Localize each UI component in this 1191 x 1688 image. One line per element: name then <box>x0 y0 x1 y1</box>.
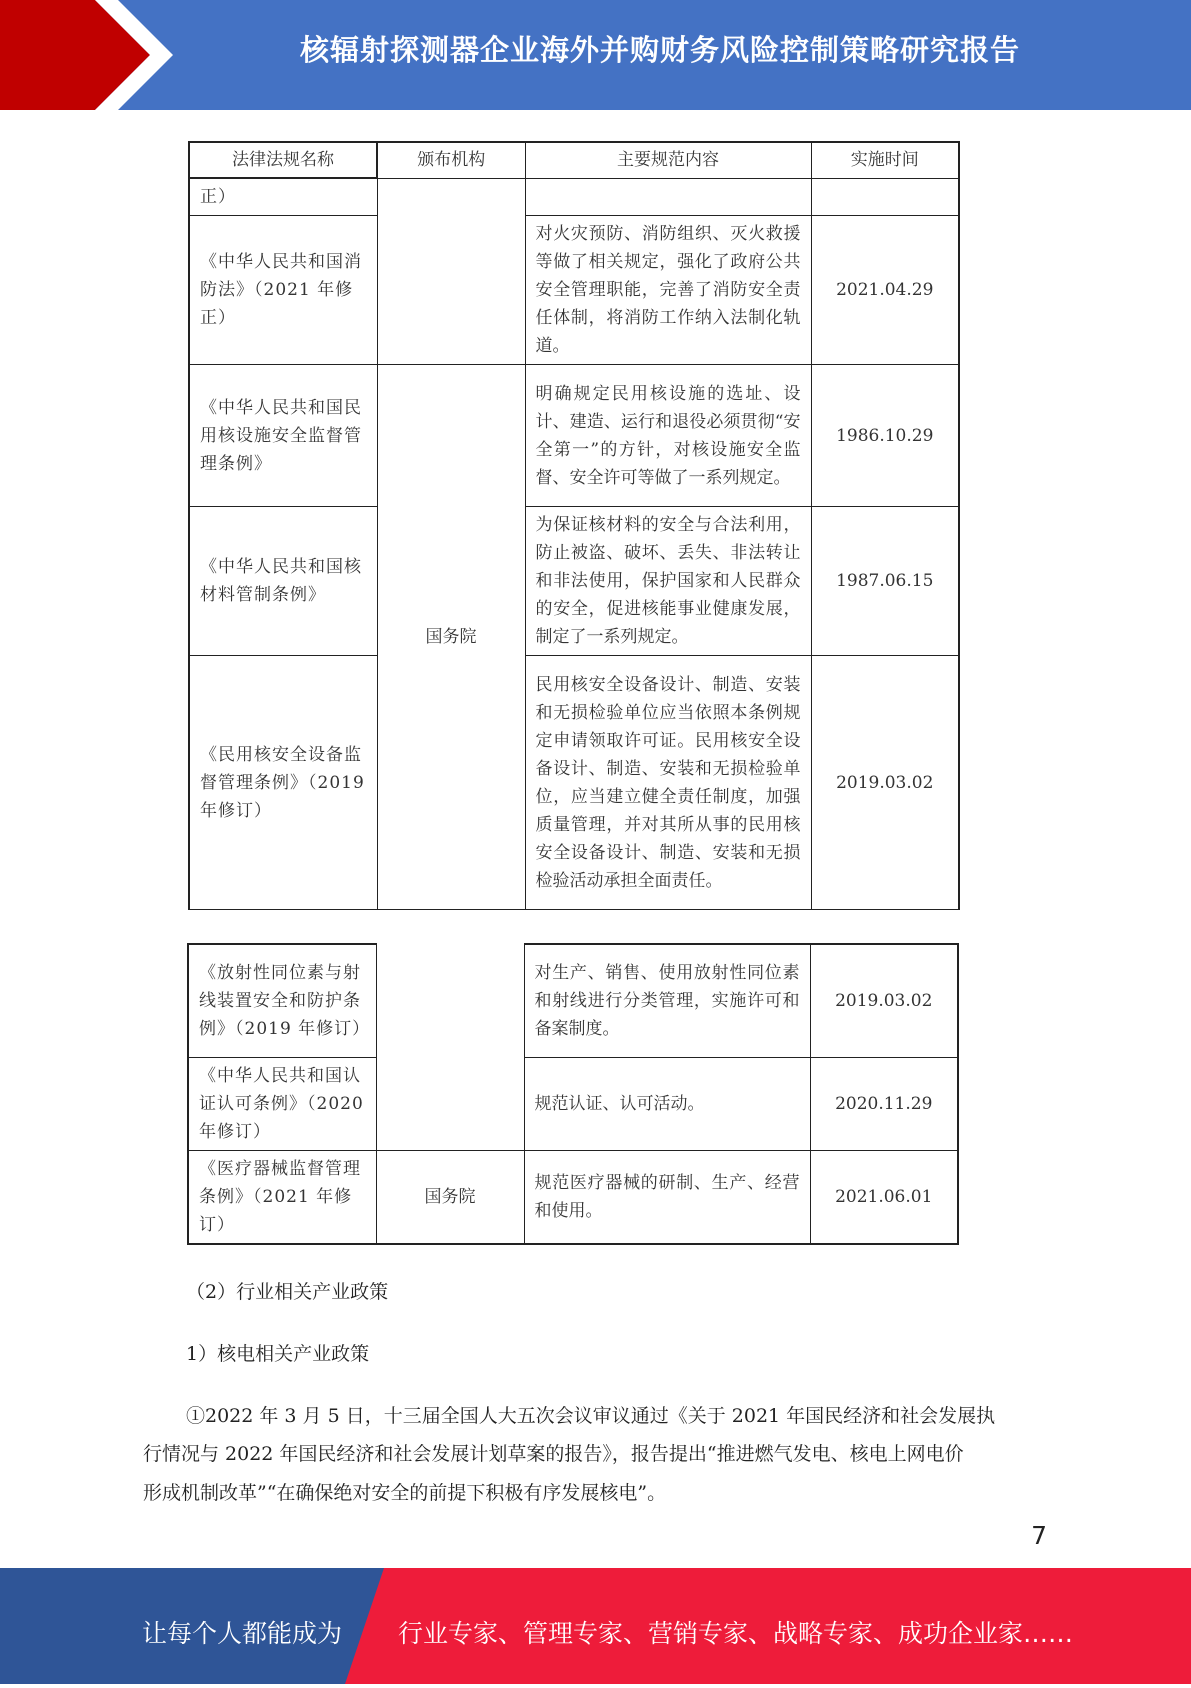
law-content: 明确规定民用核设施的选址、设计、建造、运行和退役必须贯彻“安全第一”的方针，对核设施安全监督、安全许可等做了一系列规定。 <box>525 365 811 507</box>
law-name: 《中华人民共和国消防法》（2021 年修正） <box>189 216 377 365</box>
table-row <box>189 365 959 507</box>
col-header-date: 实施时间 <box>811 142 959 178</box>
page-number: 7 <box>1031 1521 1047 1550</box>
table-row <box>189 178 959 216</box>
law-date: 2020.11.29 <box>810 1057 958 1150</box>
table-row <box>188 1150 958 1244</box>
table-row <box>188 944 958 1057</box>
section-heading: （2）行业相关产业政策 <box>186 1281 389 1303</box>
law-content: 为保证核材料的安全与合法利用，防止被盗、破坏、丢失、非法转让和非法使用，保护国家和人民群众的安全，促进核能事业健康发展，制定了一系列规定。 <box>525 507 811 656</box>
law-org <box>377 178 525 216</box>
law-date: 2019.03.02 <box>810 944 958 1057</box>
law-name: 《中华人民共和国认证认可条例》（2020 年修订） <box>188 1057 376 1150</box>
law-name: 《中华人民共和国核材料管制条例》 <box>189 507 377 656</box>
law-name: 《民用核安全设备监督管理条例》（2019 年修订） <box>189 656 377 910</box>
subsection-heading: 1）核电相关产业政策 <box>186 1343 370 1365</box>
table-row <box>189 216 959 365</box>
law-content: 对火灾预防、消防组织、灭火救援等做了相关规定，强化了政府公共安全管理职能，完善了消防安全责任体制，将消防工作纳入法制化轨道。 <box>525 216 811 365</box>
law-date: 2021.04.29 <box>811 216 959 365</box>
law-date: 2019.03.02 <box>811 656 959 910</box>
col-header-name: 法律法规名称 <box>189 142 377 178</box>
law-name: 《放射性同位素与射线装置安全和防护条例》（2019 年修订） <box>188 944 376 1057</box>
law-content: 规范认证、认可活动。 <box>524 1057 810 1150</box>
regulations-table-bottom <box>187 943 959 1245</box>
footer-slogan-right: 行业专家、管理专家、营销专家、战略专家、成功企业家…… <box>398 1619 1074 1648</box>
col-header-org: 颁布机构 <box>377 142 525 178</box>
regulations-table-top <box>188 141 960 910</box>
paragraph-line-3: 形成机制改革”“在确保绝对安全的前提下积极有序发展核电”。 <box>143 1482 667 1504</box>
law-date <box>811 178 959 216</box>
table-header-row <box>189 142 959 178</box>
table-row <box>189 656 959 910</box>
law-date: 1986.10.29 <box>811 365 959 507</box>
law-date: 2021.06.01 <box>810 1150 958 1244</box>
paragraph-line-2: 行情况与 2022 年国民经济和社会发展计划草案的报告》，报告提出“推进燃气发电、核电上网电价 <box>143 1443 964 1465</box>
law-content: 对生产、销售、使用放射性同位素和射线进行分类管理，实施许可和备案制度。 <box>524 944 810 1057</box>
law-org: 国务院 <box>377 365 525 910</box>
table-row <box>188 1057 958 1150</box>
law-org <box>376 944 524 1150</box>
law-org: 国务院 <box>376 1150 524 1244</box>
law-content: 规范医疗器械的研制、生产、经营和使用。 <box>524 1150 810 1244</box>
header-banner <box>0 0 1191 110</box>
col-header-content: 主要规范内容 <box>525 142 811 178</box>
table-row <box>189 507 959 656</box>
law-name: 《中华人民共和国民用核设施安全监督管理条例》 <box>189 365 377 507</box>
law-content: 民用核安全设备设计、制造、安装和无损检验单位应当依照本条例规定申请领取许可证。民用核安全设备设计、制造、安装和无损检验单位，应当建立健全责任制度，加强质量管理，并对其所从事的民用核安全设备设计、制造、安装和无损检验活动承担全面责任。 <box>525 656 811 910</box>
report-title: 核辐射探测器企业海外并购财务风险控制策略研究报告 <box>299 33 1020 67</box>
law-date: 1987.06.15 <box>811 507 959 656</box>
law-name: 《医疗器械监督管理条例》（2021 年修订） <box>188 1150 376 1244</box>
law-org <box>377 216 525 365</box>
law-content <box>525 178 811 216</box>
paragraph-line-1: ①2022 年 3 月 5 日，十三届全国人大五次会议审议通过《关于 2021 年国民经济和社会发展执 <box>186 1405 996 1427</box>
footer-slogan-left: 让每个人都能成为 <box>142 1619 343 1648</box>
law-name: 正） <box>189 178 377 216</box>
